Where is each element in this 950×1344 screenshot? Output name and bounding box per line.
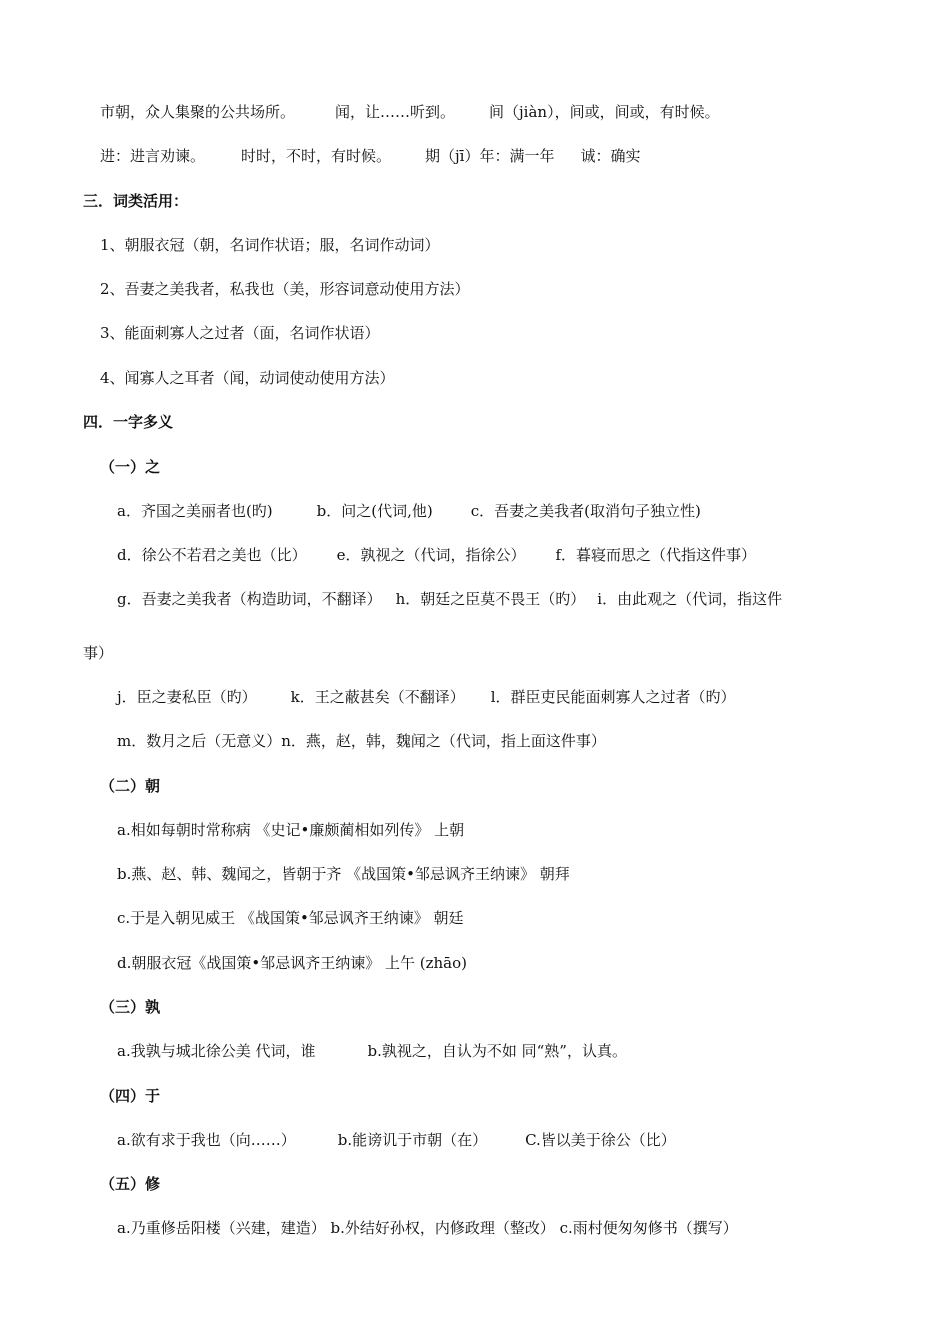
list-item: 4、闻寡人之耳者（闻，动词使动使用方法） (100, 369, 395, 387)
meaning-line (117, 501, 701, 521)
meaning-line: a.乃重修岳阳楼（兴建，建造） b.外结好孙权，内修政理（整改） c.雨村便匆匆修书（撰写） (117, 1219, 738, 1237)
meaning-line (117, 1130, 676, 1150)
meaning-entry: a.欲有求于我也（向……） (117, 1131, 296, 1149)
list-item: 2、吾妻之美我者，私我也（美，形容词意动使用方法） (100, 280, 470, 298)
meaning-entry: a．齐国之美丽者也(旳) (117, 502, 273, 520)
meaning-entry: k．王之蔽甚矣（不翻译） (290, 688, 465, 706)
subsection-heading: （一）之 (100, 458, 161, 476)
section-heading-3: 三．词类活用： (83, 192, 189, 210)
meaning-entry: a.我孰与城北徐公美 代词，谁 (117, 1042, 316, 1060)
meaning-entry: f．暮寝而思之（代指这件事） (555, 546, 757, 564)
list-item: 3、能面刺寡人之过者（面，名词作状语） (100, 324, 380, 342)
meaning-entry: b．问之(代词,他) (316, 502, 433, 520)
meaning-line (117, 1041, 627, 1061)
meaning-line: b.燕、赵、韩、魏闻之，皆朝于齐 《战国策•邹忌讽齐王纳谏》 朝拜 (117, 865, 570, 883)
meaning-entry: j．臣之妻私臣（旳） (117, 688, 257, 706)
vocab-entry: 诚：确实 (580, 147, 641, 165)
meaning-entry: c．吾妻之美我者(取消句子独立性) (470, 502, 701, 520)
meaning-entry: h．朝廷之臣莫不畏王（旳） (395, 590, 586, 608)
meaning-line-continuation: 事） (83, 644, 114, 662)
meaning-entry: d．徐公不若君之美也（比） (117, 546, 307, 564)
meaning-line: d.朝服衣冠《战国策•邹忌讽齐王纳谏》 上午 (zhāo) (117, 954, 467, 972)
meaning-line (117, 687, 736, 707)
meaning-entry: i．由此观之（代词，指这件 (597, 590, 783, 608)
meaning-line (117, 589, 782, 609)
list-item: 1、朝服衣冠（朝，名词作状语；服，名词作动词） (100, 236, 440, 254)
meaning-entry: C.皆以美于徐公（比） (525, 1131, 676, 1149)
meaning-entry: b.能谤讥于市朝（在） (337, 1131, 488, 1149)
meaning-line: a.相如每朝时常称病 《史记•廉颇蔺相如列传》 上朝 (117, 821, 465, 839)
vocab-entry: 市朝，众人集聚的公共场所。 (100, 103, 296, 121)
vocab-line-2 (100, 146, 641, 166)
vocab-line-1 (100, 102, 720, 122)
subsection-heading: （四）于 (100, 1087, 161, 1105)
vocab-entry: 闻，让……听到。 (335, 103, 456, 121)
vocab-entry: 进：进言劝谏。 (100, 147, 206, 165)
meaning-line (117, 545, 756, 565)
meaning-entry: e．孰视之（代词，指徐公） (336, 546, 526, 564)
meaning-entry: g．吾妻之美我者（构造助词，不翻译） (117, 590, 382, 608)
vocab-entry: 期（jī）年：满一年 (425, 147, 555, 165)
section-heading-4: 四．一字多义 (83, 413, 174, 431)
meaning-entry: b.孰视之，自认为不如 同“熟”，认真。 (367, 1042, 627, 1060)
vocab-entry: 间（jiàn），间或，间或，有时候。 (489, 103, 720, 121)
meaning-line: m．数月之后（无意义）n．燕，赵，韩，魏闻之（代词，指上面这件事） (117, 732, 606, 750)
meaning-entry: l．群臣吏民能面刺寡人之过者（旳） (490, 688, 736, 706)
subsection-heading: （五）修 (100, 1175, 161, 1193)
meaning-line: c.于是入朝见威王 《战国策•邹忌讽齐王纳谏》 朝廷 (117, 909, 464, 927)
subsection-heading: （三）孰 (100, 998, 161, 1016)
subsection-heading: （二）朝 (100, 777, 161, 795)
vocab-entry: 时时，不时，有时候。 (241, 147, 392, 165)
